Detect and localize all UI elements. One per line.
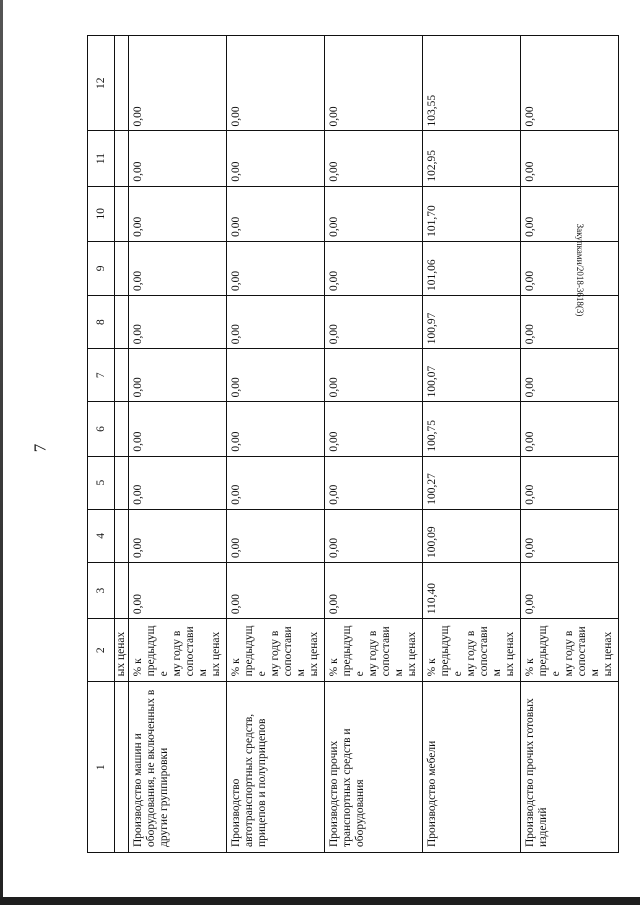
header-row: [88, 36, 115, 853]
header-cell: 10: [88, 186, 115, 241]
unit-cell: [423, 619, 521, 682]
unit-line: % к: [524, 658, 536, 677]
header-cell: 9: [88, 241, 115, 295]
value-cell: 0,00: [325, 456, 423, 509]
unit-line: % к: [426, 658, 438, 677]
value-cell: 0,00: [521, 131, 619, 186]
unit-line: му году в: [563, 630, 575, 677]
unit-cell: [129, 619, 227, 682]
unit-line: предыдуще: [145, 625, 170, 677]
value-cell: 0,00: [227, 296, 325, 349]
value-cell: 100,75: [423, 402, 521, 456]
table-row: [325, 36, 423, 853]
value-cell: 0,00: [325, 349, 423, 402]
value-cell: 110,40: [423, 562, 521, 618]
value-cell: 0,00: [521, 186, 619, 241]
value-cell: 0,00: [521, 456, 619, 509]
value-cell: 0,00: [129, 36, 227, 131]
header-cell: 8: [88, 296, 115, 349]
indicator-name: Производство мебели: [423, 682, 521, 853]
header-cell: 3: [88, 562, 115, 618]
unit-line: сопоставим: [282, 626, 307, 677]
unit-line: сопоставим: [576, 626, 601, 677]
value-cell: 0,00: [325, 509, 423, 562]
header-cell: 7: [88, 349, 115, 402]
value-cell: 0,00: [521, 349, 619, 402]
value-cell: 0,00: [227, 349, 325, 402]
header-cell: 6: [88, 402, 115, 456]
value-cell: 0,00: [325, 402, 423, 456]
value-cell: 100,09: [423, 509, 521, 562]
indicator-table: [87, 35, 619, 853]
unit-line: ых ценах: [210, 631, 222, 677]
value-cell: 0,00: [325, 186, 423, 241]
value-cell: 0,00: [227, 241, 325, 295]
value-cell: 0,00: [129, 562, 227, 618]
table-cell: [115, 36, 129, 131]
table-row: [129, 36, 227, 853]
value-cell: 0,00: [521, 562, 619, 618]
unit-cell: [325, 619, 423, 682]
unit-line: предыдуще: [439, 625, 464, 677]
unit-cell: [227, 619, 325, 682]
value-cell: 0,00: [129, 241, 227, 295]
value-cell: 0,00: [129, 296, 227, 349]
table-row: [227, 36, 325, 853]
table-cell: [115, 296, 129, 349]
indicator-name: Производство машин и оборудования, не включенных в другие группировки: [129, 682, 227, 853]
indicator-name: Производство автотранспортных средств, прицепов и полуприцепов: [227, 682, 325, 853]
unit-line: ых ценах: [602, 631, 614, 677]
unit-line: ых ценах: [406, 631, 418, 677]
value-cell: 0,00: [325, 296, 423, 349]
unit-line: предыдуще: [341, 625, 366, 677]
value-cell: 0,00: [227, 456, 325, 509]
unit-line: сопоставим: [380, 626, 405, 677]
value-cell: 100,27: [423, 456, 521, 509]
value-cell: 0,00: [129, 402, 227, 456]
value-cell: 0,00: [521, 296, 619, 349]
table-cell: [115, 349, 129, 402]
value-cell: 0,00: [325, 131, 423, 186]
value-cell: 0,00: [227, 402, 325, 456]
value-cell: 0,00: [521, 241, 619, 295]
continuation-row: [115, 36, 129, 853]
value-cell: 0,00: [521, 509, 619, 562]
unit-line: сопоставим: [184, 626, 209, 677]
value-cell: 0,00: [129, 509, 227, 562]
value-cell: 0,00: [129, 186, 227, 241]
table-cell: [115, 186, 129, 241]
table-cell: [115, 131, 129, 186]
value-cell: 0,00: [129, 349, 227, 402]
header-cell: 5: [88, 456, 115, 509]
value-cell: 0,00: [325, 241, 423, 295]
unit-line: му году в: [171, 630, 183, 677]
table-row: [521, 36, 619, 853]
scan-edge-left: [0, 0, 3, 905]
scan-edge-bottom: [0, 897, 640, 905]
value-cell: 102,95: [423, 131, 521, 186]
table-cell: [115, 456, 129, 509]
value-cell: 100,97: [423, 296, 521, 349]
table-cell: [115, 509, 129, 562]
value-cell: 0,00: [227, 36, 325, 131]
document-reference: Закупками/2018-3618(3): [575, 223, 585, 317]
unit-line: сопоставим: [478, 626, 503, 677]
unit-line: % к: [230, 658, 242, 677]
header-cell: 11: [88, 131, 115, 186]
value-cell: 0,00: [521, 36, 619, 131]
unit-line: предыдуще: [537, 625, 562, 677]
value-cell: 0,00: [325, 36, 423, 131]
value-cell: 0,00: [227, 562, 325, 618]
table-cell: [115, 241, 129, 295]
value-cell: 0,00: [227, 186, 325, 241]
unit-line: му году в: [367, 630, 379, 677]
value-cell: 101,06: [423, 241, 521, 295]
unit-line: % к: [328, 658, 340, 677]
header-cell: 4: [88, 509, 115, 562]
value-cell: 0,00: [521, 402, 619, 456]
table-cell: [115, 682, 129, 853]
unit-line: ых ценах: [504, 631, 516, 677]
table-cell: [115, 402, 129, 456]
indicator-name: Производство прочих транспортных средств и оборудования: [325, 682, 423, 853]
value-cell: 103,55: [423, 36, 521, 131]
value-cell: 0,00: [129, 456, 227, 509]
indicator-name: Производство прочих готовых изделий: [521, 682, 619, 853]
value-cell: 0,00: [227, 131, 325, 186]
unit-line: ых ценах: [308, 631, 320, 677]
header-cell: 12: [88, 36, 115, 131]
unit-line: % к: [132, 658, 144, 677]
value-cell: 101,70: [423, 186, 521, 241]
table-cell: [115, 562, 129, 618]
value-cell: 0,00: [325, 562, 423, 618]
table-row: [423, 36, 521, 853]
unit-line: му году в: [269, 630, 281, 677]
unit-line: предыдуще: [243, 625, 268, 677]
unit-cell: [521, 619, 619, 682]
value-cell: 0,00: [129, 131, 227, 186]
value-cell: 100,07: [423, 349, 521, 402]
unit-line: му году в: [465, 630, 477, 677]
value-cell: 0,00: [227, 509, 325, 562]
unit-cell: ых ценах: [115, 619, 129, 682]
header-cell: 1: [88, 682, 115, 853]
page-number: 7: [30, 443, 50, 453]
header-cell: 2: [88, 619, 115, 682]
